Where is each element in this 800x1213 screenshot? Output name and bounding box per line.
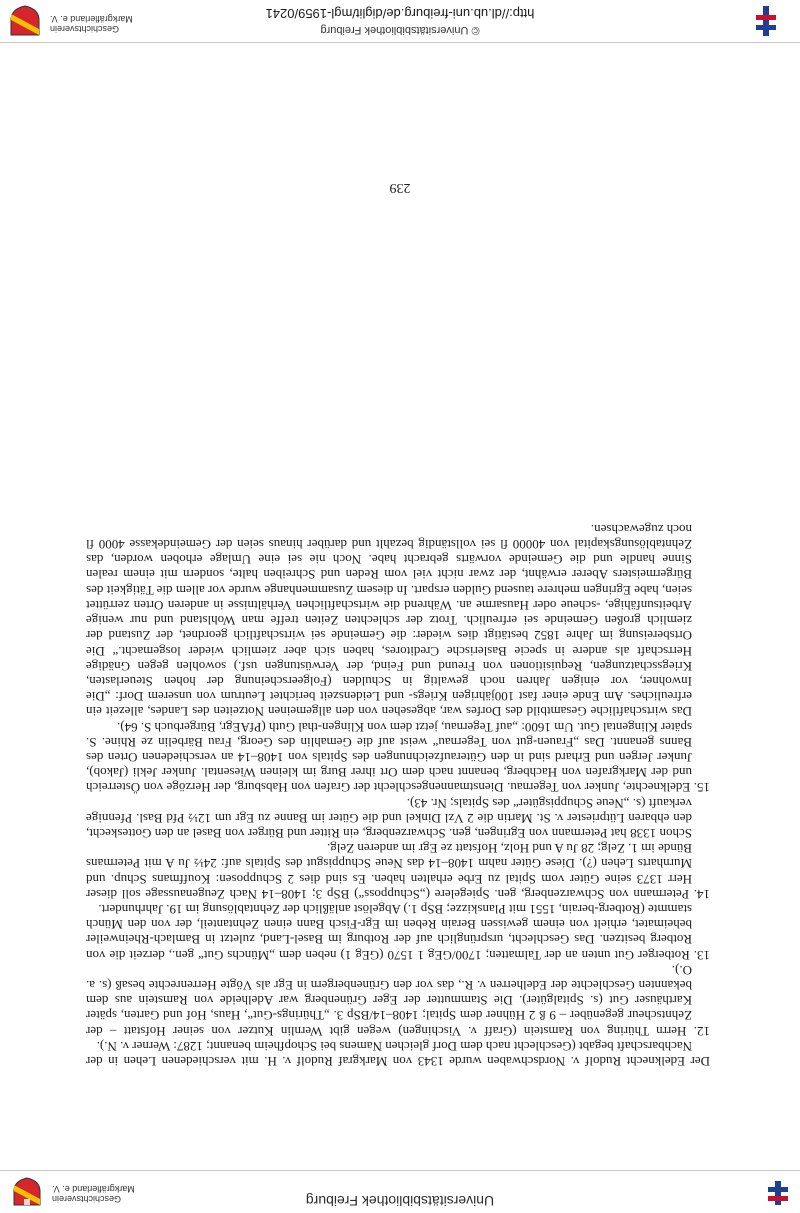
entry-14-petermann-schwarzenberg: 14. Petermann von Schwarzenberg, gen. Spiegelere („Schupposs“) BSp 3; 1408–14 Nach Zeugenaussage soll dieser Herr 1373 seine Güter vom Spital zu Erbe erhalten haben. Es sind dies 2 Schupposen: Kouffmans Schup. und Murnharts Lehen (?). Diese Güter nahm 1408–14 das Neue Schuppisgut des Spitals auf: 24½ Ju A mit Petermans Bünde im 1. Zelg; 28 Ju A und Holz, Hofstatt ze Egr im anderen Zelg. <box>86 841 710 902</box>
ub-freiburg-small-logo-icon <box>756 6 776 36</box>
entry-12-thuering-ramstein: 12. Herrn Thüring von Ramstein (Graff v. Vischingen) wegen gibt Wernlin Kutzer von seiner Hofstatt – der Zehntscheur gegenüber – 9 ß 2 Hühner dem Spital; 1408–14/BSp 3. „Thürings-Gut“, Haus, Hof und Garten, später Karthäuser Gut (s. Spitalgüter). Die Stammutter der Eger Grünenberg war Adelheide von Ramstein aus dem bekannten Geschlechte der Edelherren v. R., das vor den Grünenbergern in Egr als Vögte Herrenrechte besaß (s. a. O.). <box>86 962 710 1039</box>
society-line-2: Markgräflerland e. V. <box>52 1184 135 1194</box>
copyright-notice: © Universitätsbibliothek Freiburg <box>320 24 480 36</box>
society-line-1: Geschichtsverein <box>52 1194 122 1204</box>
footer-society-name <box>50 14 133 34</box>
entry-15-tegernau: 15. Edelknechte, Junker von Tegernau. Dienstmannengeschlecht der Grafen von Habsburg, der Herzöge von Österreich und der Markgrafen von Hachberg, benannt nach dem Ort ihrer Burg im kleinen Wiesental. Junker Jekli (Jakob), Junker Jergen und Erhard sind in den Güteraufzeichnungen des Spitals von 1408–14 an verschiedenen Orten des Banns genannt. Das „Frauen-gut von Tegernau“ weist auf die Gemahlin des Georg, Frau Bärbelin ze Rhine. S. später Klingental Gut. Um 1600: „auf Tegernau, jetzt dem von Klingen-thal Guth (PfAEgr, Bürgerbuch S. 64). <box>86 719 710 796</box>
viewer-footer <box>0 0 800 43</box>
footer-society-line-2: Markgräflerland e. V. <box>50 14 133 24</box>
ub-freiburg-logo-icon <box>768 1181 788 1205</box>
footer-society-line-1: Geschichtsverein <box>50 24 120 34</box>
society-name <box>52 1184 135 1204</box>
footer-coat-of-arms-icon <box>8 4 42 38</box>
paragraph-nordschwaben: Der Edelknecht Rudolf v. Nordschwaben wurde 1343 von Markgraf Rudolf v. H. mit verschiedenen Lehen in der Nachbarschaft begabt (Geschlecht nach dem Dorf gleichen Namens bei Schopfheim benannt; 1287: Werner v. N.). <box>86 1038 710 1069</box>
viewer-header <box>0 1170 800 1213</box>
paragraph-petermann-1338: Schon 1338 hat Petermann von Egringen, gen. Schwarzenberg, ein Ritter und Bürger von Basel an den Gotteskecht, den ehbaren Lütpriester v. St. Martin die 2 Vzl Dinkel und die Güter im Banne zu Egr um 12½ Pfd Basl. Pfennige verkauft (s. „Neue Schuppisgüter“ des Spitals; Nr. 43). <box>86 795 692 841</box>
page-number: 239 <box>389 180 411 195</box>
permalink-url[interactable]: http://dl.ub.uni-freiburg.de/diglit/mgl-1959/0241 <box>265 6 535 21</box>
entry-13-rotberger-gut: 13. Rotberger Gut unten an der Talmatten; 1700/GEg 1 1570 (GEg 1) neben dem „Münchs Gut“ gen., derzeit die von Rotberg besitzen. Das Geschlecht, ursprünglich auf der Rotburg im Basel-Land, zuletzt in Bamlach-Rheinweiler beheimatet, erhielt von einem gewissen Berain Reben im Egr-Fisch Bann einen Zehntanteil, der von den Münch stammte (Rotberg-berain, 1551 mit Planskizze; BSp 1.) Abgelöst anläßlich der Zehntablösung im 19. Jahrhundert. <box>86 901 710 963</box>
society-coat-of-arms-icon <box>12 1177 42 1207</box>
page-text-content <box>86 522 710 1069</box>
library-name: Universitätsbibliothek Freiburg <box>305 1193 495 1209</box>
paragraph-wirtschaftliches-gesamtbild: Das wirtschaftliche Gesamtbild des Dorfes war, abgesehen von den allgemeinen Notzeiten des Landes, allezeit ein erfreuliches. Am Ende einer fast 100jährigen Kriegs- und Leidenszeit berichtet Leutrum von unserem Dorf: „Die Inwohner, vor einigen Jahren noch gewaltig in Schulden (Folgeerscheinung der hohen Steuerlasten, Kriegsschatzungen, Requisitionen von Freund und Feind, der Verwüstungen usf.) sowohlen gegen Gnädige Herrschaft als andere in specie Baslerische Creditores, haben sich aber ziemlich wieder losgemacht.“ Die Ortsbereisung im Jahre 1852 bestätigt dies wieder: die Gemeinde sei wirtschaftlich geordnet, der Zustand der ziemlich großen Gemeinde sei erfreulich. Trotz der schlechten Zeiten treffe man Wohlstand und nur wenige Arbeitsunfähige, -scheue oder Hausarme an. Während die wirtschaftlichen Verhältnisse in anderen Orten zerrüttet seien, habe Egringen mehrere tausend Gulden erspart. In diesem Zusammenhange wurde vor allem die Tätigkeit des Bürgermeisters Aberer erwähnt, der zwar nicht viel vom Reden und Schreiben halte, sondern mit einem realen Sinne handle und die Gemeinde vorwärts gebracht habe. Noch nie sei eine Umlage erhoben worden, das Zehntablösungskapital von 40000 fl sei vollständig bezahlt und darüber hinaus seien der Gemeindekasse 4000 fl noch zugewachsen. <box>86 521 692 720</box>
